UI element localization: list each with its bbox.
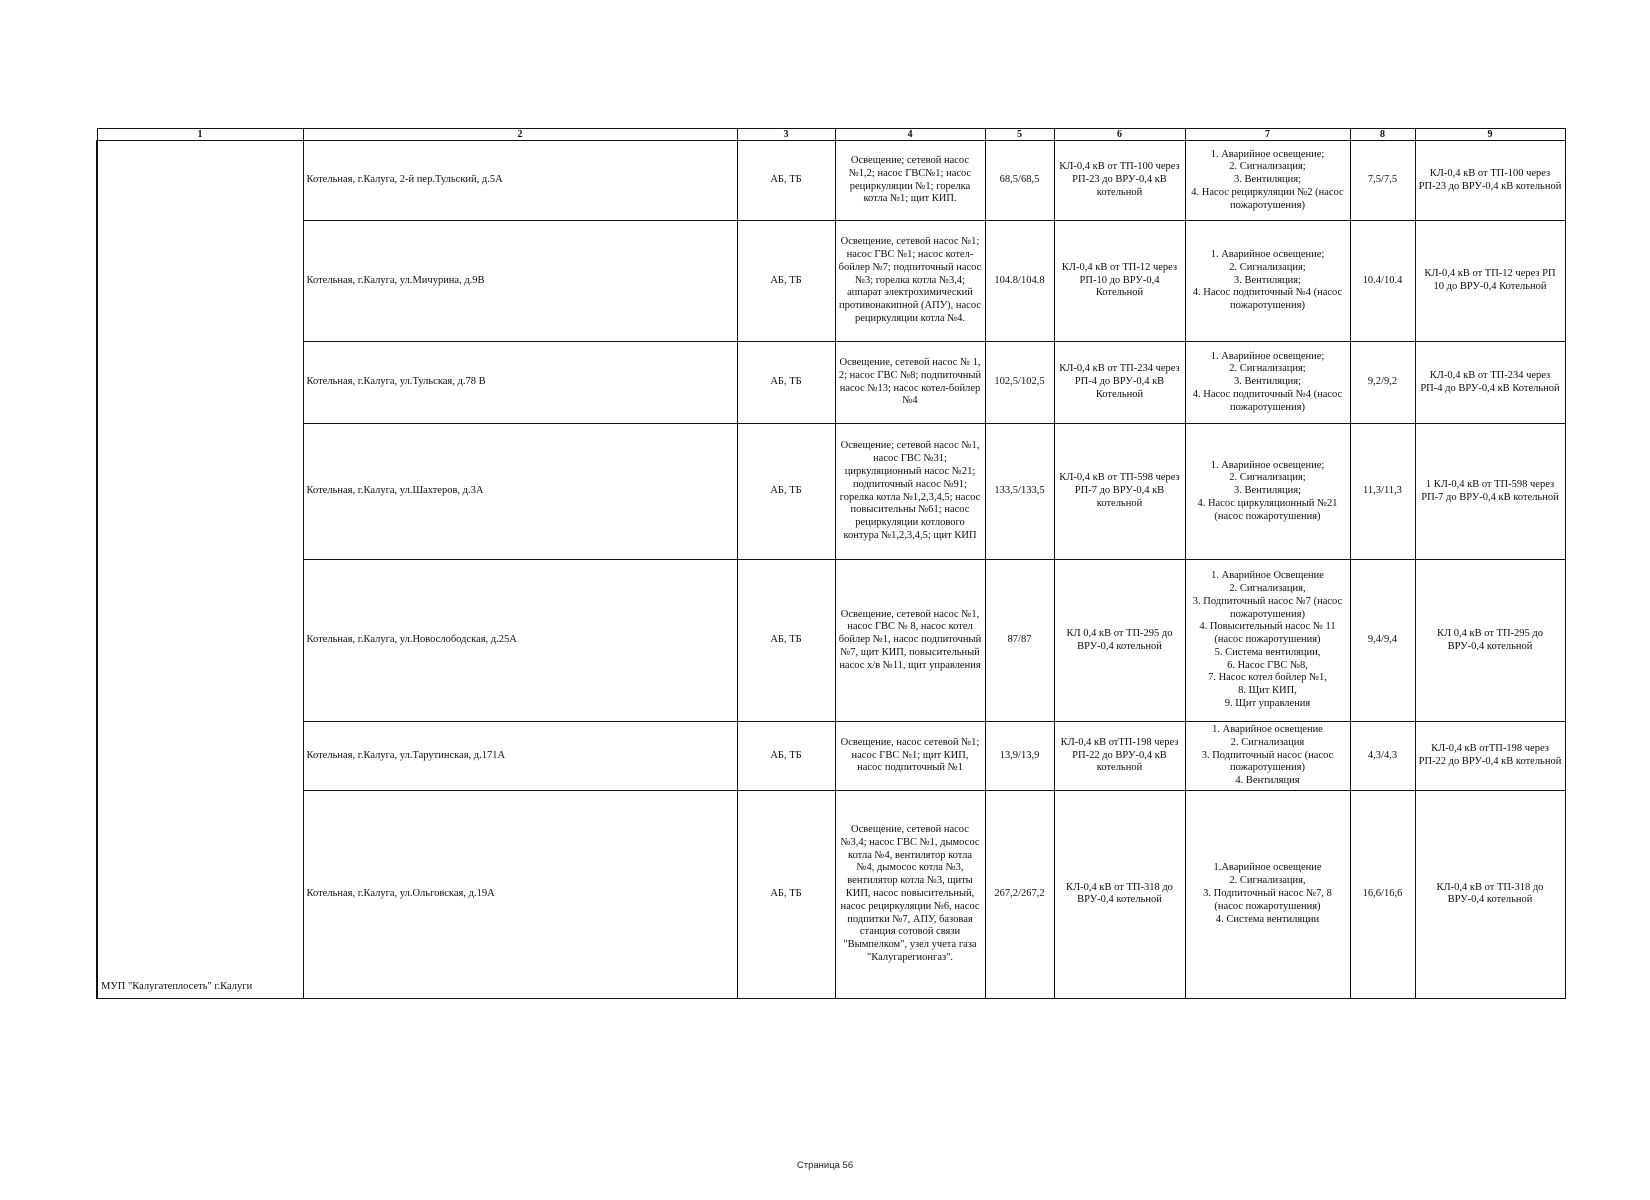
reliability-category: АБ, ТБ	[737, 424, 835, 560]
backup-power-value: 11,3/11,3	[1350, 424, 1415, 560]
column-number: 2	[303, 129, 737, 141]
table-row	[97, 221, 1565, 342]
table-header	[97, 129, 1565, 141]
organization-name: МУП "Калугатеплосеть" г.Калуги	[97, 141, 303, 999]
table-row	[97, 141, 1565, 221]
backup-supply-line: КЛ-0,4 кВ от ТП-318 до ВРУ-0,4 котельной	[1415, 790, 1565, 998]
reliability-category: АБ, ТБ	[737, 790, 835, 998]
backup-consumers-list: 1. Аварийное освещение; 2. Сигнализация; 3. Вентиляция; 4. Насос циркуляционный №21 (насос пожаротушения)	[1185, 424, 1350, 560]
backup-supply-line: КЛ-0,4 кВ от ТП-100 через РП-23 до ВРУ-0,4 кВ котельной	[1415, 141, 1565, 221]
power-value: 87/87	[985, 560, 1054, 722]
consumers-list: Освещение, сетевой насос №1; насос ГВС №1; насос котел-бойлер №7; подпиточный насос №3; горелка котла №3,4; аппарат электрохимический противонакипной (АПУ), насос рециркуляции котла №4.	[835, 221, 985, 342]
table-body	[97, 141, 1565, 999]
backup-consumers-list: 1. Аварийное освещение; 2. Сигнализация; 3. Вентиляция; 4. Насос подпиточный №4 (насос пожаротушения)	[1185, 221, 1350, 342]
backup-power-value: 9,2/9,2	[1350, 342, 1415, 424]
backup-supply-line: КЛ-0,4 кВ отТП-198 через РП-22 до ВРУ-0,4 кВ котельной	[1415, 722, 1565, 791]
backup-power-value: 7,5/7,5	[1350, 141, 1415, 221]
backup-consumers-list: 1. Аварийное Освещение 2. Сигнализация, 3. Подпиточный насос №7 (насос пожаротушения) 4. Повысительный насос № 11 (насос пожаротушения) 5. Система вентиляции, 6. Насос ГВС №8, 7. Насос котел бойлер №1, 8. Щит КИП, 9. Щит управления	[1185, 560, 1350, 722]
supply-line: КЛ-0,4 кВ отТП-198 через РП-22 до ВРУ-0,4 кВ котельной	[1054, 722, 1185, 791]
supply-line: КЛ-0,4 кВ от ТП-100 через РП-23 до ВРУ-0,4 кВ котельной	[1054, 141, 1185, 221]
object-name: Котельная, г.Калуга, 2-й пер.Тульский, д.5А	[303, 141, 737, 221]
supply-line: КЛ-0,4 кВ от ТП-12 через РП-10 до ВРУ-0,4 Котельной	[1054, 221, 1185, 342]
supply-line: КЛ 0,4 кВ от ТП-295 до ВРУ-0,4 котельной	[1054, 560, 1185, 722]
column-number: 4	[835, 129, 985, 141]
backup-power-value: 16,6/16,6	[1350, 790, 1415, 998]
power-value: 133,5/133,5	[985, 424, 1054, 560]
table-row	[97, 560, 1565, 722]
backup-power-value: 9,4/9,4	[1350, 560, 1415, 722]
consumers-list: Освещение, сетевой насос №3,4; насос ГВС №1, дымосос котла №4, вентилятор котла №4, дымосос котла №3, вентилятор котла №3, щиты КИП, насос повысительный, насос рециркуляции №6, насос подпитки №7, АПУ, базовая станция сотовой связи "Вымпелком", узел учета газа "Калугарегионгаз".	[835, 790, 985, 998]
object-name: Котельная, г.Калуга, ул.Тарутинская, д.171А	[303, 722, 737, 791]
table-row	[97, 722, 1565, 791]
object-name: Котельная, г.Калуга, ул.Мичурина, д.9В	[303, 221, 737, 342]
table-row	[97, 424, 1565, 560]
consumers-list: Освещение, сетевой насос №1, насос ГВС № 8, насос котел бойлер №1, насос подпиточный №7, щит КИП, повысительный насос х/в №11, щит управления	[835, 560, 985, 722]
column-number: 3	[737, 129, 835, 141]
backup-supply-line: КЛ 0,4 кВ от ТП-295 до ВРУ-0,4 котельной	[1415, 560, 1565, 722]
reliability-category: АБ, ТБ	[737, 141, 835, 221]
supply-line: КЛ-0,4 кВ от ТП-318 до ВРУ-0,4 котельной	[1054, 790, 1185, 998]
power-value: 13,9/13,9	[985, 722, 1054, 791]
backup-consumers-list: 1. Аварийное освещение 2. Сигнализация 3. Подпиточный насос (насос пожаротушения) 4. Вентиляция	[1185, 722, 1350, 791]
supply-line: КЛ-0,4 кВ от ТП-598 через РП-7 до ВРУ-0,4 кВ котельной	[1054, 424, 1185, 560]
reliability-category: АБ, ТБ	[737, 560, 835, 722]
reliability-category: АБ, ТБ	[737, 722, 835, 791]
consumers-list: Освещение; сетевой насос №1,2; насос ГВС№1; насос рециркуляции №1; горелка котла №1; щит КИП.	[835, 141, 985, 221]
column-number: 7	[1185, 129, 1350, 141]
object-name: Котельная, г.Калуга, ул.Ольговская, д.19А	[303, 790, 737, 998]
backup-consumers-list: 1. Аварийное освещение; 2. Сигнализация; 3. Вентиляция; 4. Насос подпиточный №4 (насос пожаротушения)	[1185, 342, 1350, 424]
column-number-row	[97, 129, 1565, 141]
table-row	[97, 342, 1565, 424]
column-number: 8	[1350, 129, 1415, 141]
consumers-list: Освещение; сетевой насос №1, насос ГВС №31; циркуляционный насос №21; подпиточный насос №91; горелка котла №1,2,3,4,5; насос повысительны №61; насос рециркуляции котлового контура №1,2,3,4,5; щит КИП	[835, 424, 985, 560]
backup-consumers-list: 1. Аварийное освещение; 2. Сигнализация; 3. Вентиляция; 4. Насос рециркуляции №2 (насос пожаротушения)	[1185, 141, 1350, 221]
object-name: Котельная, г.Калуга, ул.Шахтеров, д.3А	[303, 424, 737, 560]
page-number: Страница 56	[796, 1160, 854, 1171]
backup-power-value: 4,3/4,3	[1350, 722, 1415, 791]
column-number: 9	[1415, 129, 1565, 141]
consumers-list: Освещение, насос сетевой №1; насос ГВС №1; щит КИП, насос подпиточный №1	[835, 722, 985, 791]
backup-consumers-list: 1.Аварийное освещение 2. Сигнализация, 3. Подпиточный насос №7, 8 (насос пожаротушения) 4. Система вентиляции	[1185, 790, 1350, 998]
table-row	[97, 790, 1565, 998]
facilities-table	[96, 128, 1566, 999]
object-name: Котельная, г.Калуга, ул.Тульская, д.78 В	[303, 342, 737, 424]
backup-supply-line: 1 КЛ-0,4 кВ от ТП-598 через РП-7 до ВРУ-0,4 кВ котельной	[1415, 424, 1565, 560]
reliability-category: АБ, ТБ	[737, 342, 835, 424]
object-name: Котельная, г.Калуга, ул.Новослободская, д.25А	[303, 560, 737, 722]
supply-line: КЛ-0,4 кВ от ТП-234 через РП-4 до ВРУ-0,4 кВ Котельной	[1054, 342, 1185, 424]
power-value: 267,2/267,2	[985, 790, 1054, 998]
reliability-category: АБ, ТБ	[737, 221, 835, 342]
power-value: 68,5/68,5	[985, 141, 1054, 221]
backup-power-value: 10.4/10.4	[1350, 221, 1415, 342]
backup-supply-line: КЛ-0,4 кВ от ТП-234 через РП-4 до ВРУ-0,4 кВ Котельной	[1415, 342, 1565, 424]
power-value: 102,5/102,5	[985, 342, 1054, 424]
consumers-list: Освещение, сетевой насос № 1, 2; насос ГВС №8; подпиточный насос №13; насос котел-бойлер №4	[835, 342, 985, 424]
backup-supply-line: КЛ-0,4 кВ от ТП-12 через РП 10 до ВРУ-0,4 Котельной	[1415, 221, 1565, 342]
column-number: 6	[1054, 129, 1185, 141]
column-number: 5	[985, 129, 1054, 141]
power-value: 104.8/104.8	[985, 221, 1054, 342]
column-number: 1	[97, 129, 303, 141]
